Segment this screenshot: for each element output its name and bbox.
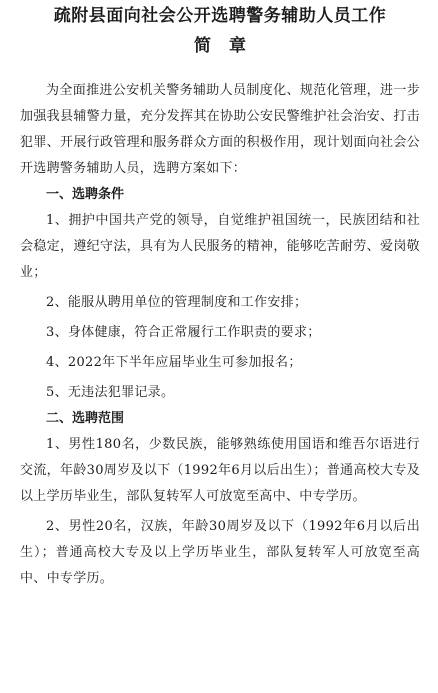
list-item: 1、男性180名，少数民族，能够熟练使用国语和维吾尔语进行交流，年龄30周岁及以下（1992年6月以后出生）；普通高校大专及以上学历毕业生，部队复转军人可放宽至高中、中专学历。 (20, 437, 420, 504)
list-item: 3、身体健康，符合正常履行工作职责的要求； (46, 325, 321, 340)
document-title: 疏附县面向社会公开选聘警务辅助人员工作 (53, 6, 387, 26)
list-item: 5、无违法犯罪记录。 (46, 385, 175, 400)
section-heading: 一、选聘条件 (46, 187, 125, 202)
document-title-line2: 简章 (194, 36, 264, 56)
list-item: 2、能服从聘用单位的管理制度和工作安排； (46, 295, 308, 310)
section-heading: 二、选聘范围 (46, 411, 125, 426)
list-item: 2、男性20名，汉族，年龄30周岁及以下（1992年6月以后出生）；普通高校大专及以上学历毕业生，部队复转军人可放宽至高中、中专学历。 (20, 519, 420, 586)
section-scope (20, 406, 420, 592)
list-item: 4、2022年下半年应届毕业生可参加报名； (46, 355, 302, 370)
intro-paragraph: 为全面推进公安机关警务辅助人员制度化、规范化管理，进一步加强我县辅警力量，充分发挥其在协助公安民警维护社会治安、打击犯罪、开展行政管理和服务群众方面的积极作用，现计划面向社会公开选聘警务辅助人员，选聘方案如下： (20, 83, 420, 176)
list-item: 1、拥护中国共产党的领导，自觉维护祖国统一，民族团结和社会稳定，遵纪守法，具有为人民服务的精神，能够吃苦耐劳、爱岗敬业； (20, 213, 420, 280)
section-conditions (20, 182, 420, 406)
